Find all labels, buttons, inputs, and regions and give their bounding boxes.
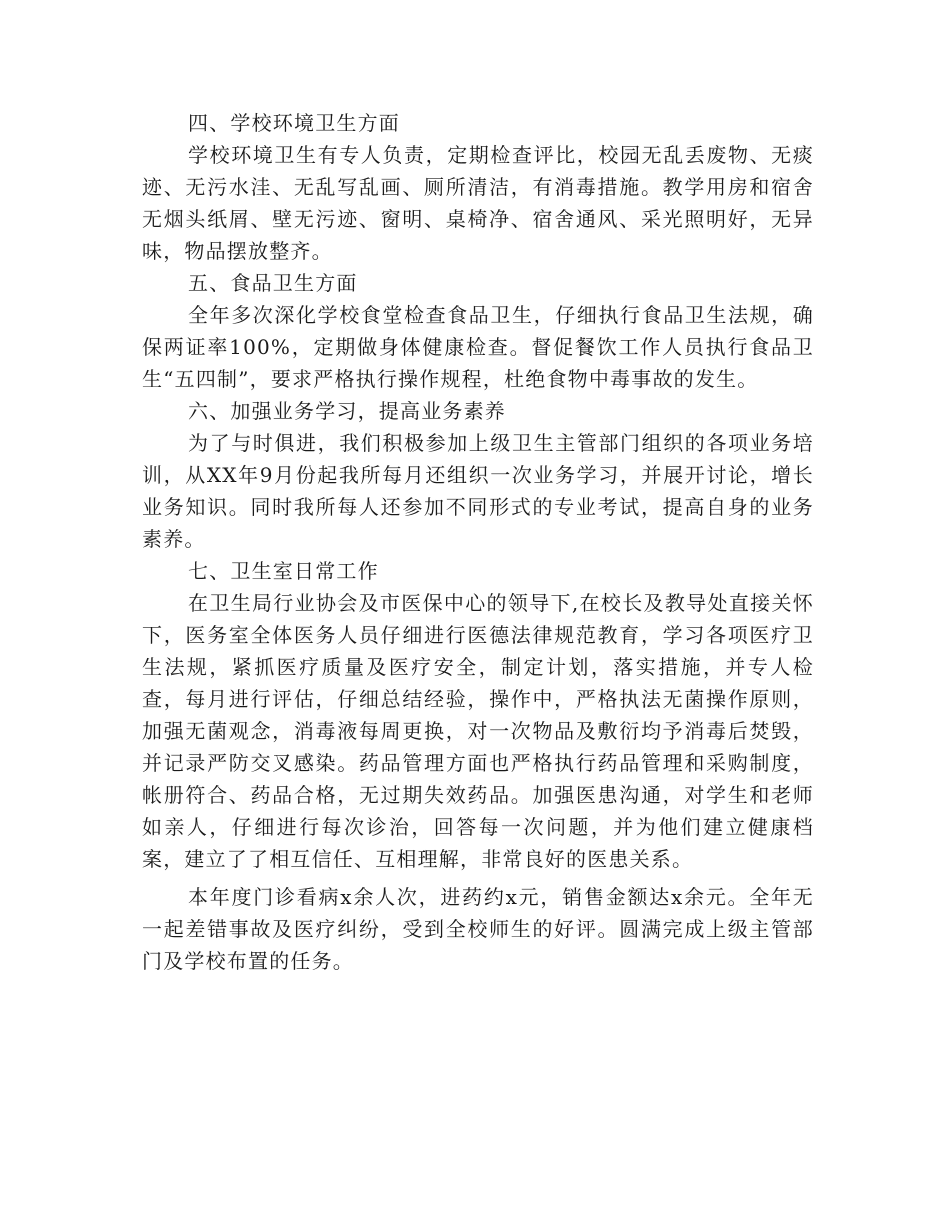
document-body xyxy=(142,107,814,977)
section-heading-environment: 四、学校环境卫生方面 xyxy=(188,111,400,135)
section-paragraph-study: 为了与时俱进，我们积极参加上级卫生主管部门组织的各项业务培训，从XX年9月份起我所每月还组织一次业务学习，并展开讨论，增长业务知识。同时我所每人还参加不同形式的专业考试，提高自身的业务素养。 xyxy=(142,431,814,551)
section-paragraph-clinic: 在卫生局行业协会及市医保中心的领导下,在校长及教导处直接关怀下，医务室全体医务人员仔细进行医德法律规范教育，学习各项医疗卫生法规，紧抓医疗质量及医疗安全，制定计划，落实措施，并专人检查，每月进行评估，仔细总结经验，操作中，严格执法无菌操作原则，加强无菌观念，消毒液每周更换，对一次物品及敷衍均予消毒后焚毁，并记录严防交叉感染。药品管理方面也严格执行药品管理和采购制度，帐册符合、药品合格，无过期失效药品。加强医患沟通，对学生和老师如亲人，仔细进行每次诊治，回答每一次问题，并为他们建立健康档案，建立了了相互信任、互相理解，非常良好的医患关系。 xyxy=(142,591,814,871)
closing-paragraph: 本年度门诊看病x余人次，进药约x元，销售金额达x余元。全年无一起差错事故及医疗纠纷，受到全校师生的好评。圆满完成上级主管部门及学校布置的任务。 xyxy=(142,885,814,973)
section-heading-study: 六、加强业务学习，提高业务素养 xyxy=(188,399,506,423)
section-paragraph-food: 全年多次深化学校食堂检查食品卫生，仔细执行食品卫生法规，确保两证率100%，定期做身体健康检查。督促餐饮工作人员执行食品卫生“五四制”，要求严格执行操作规程，杜绝食物中毒事故的发生。 xyxy=(142,303,814,391)
section-paragraph-environment: 学校环境卫生有专人负责，定期检查评比，校园无乱丢废物、无痰迹、无污水洼、无乱写乱画、厕所清洁，有消毒措施。教学用房和宿舍无烟头纸屑、壁无污迹、窗明、桌椅净、宿舍通风、采光照明好，无异味，物品摆放整齐。 xyxy=(142,143,814,263)
section-heading-clinic: 七、卫生室日常工作 xyxy=(188,559,379,583)
section-heading-food: 五、食品卫生方面 xyxy=(188,271,358,295)
